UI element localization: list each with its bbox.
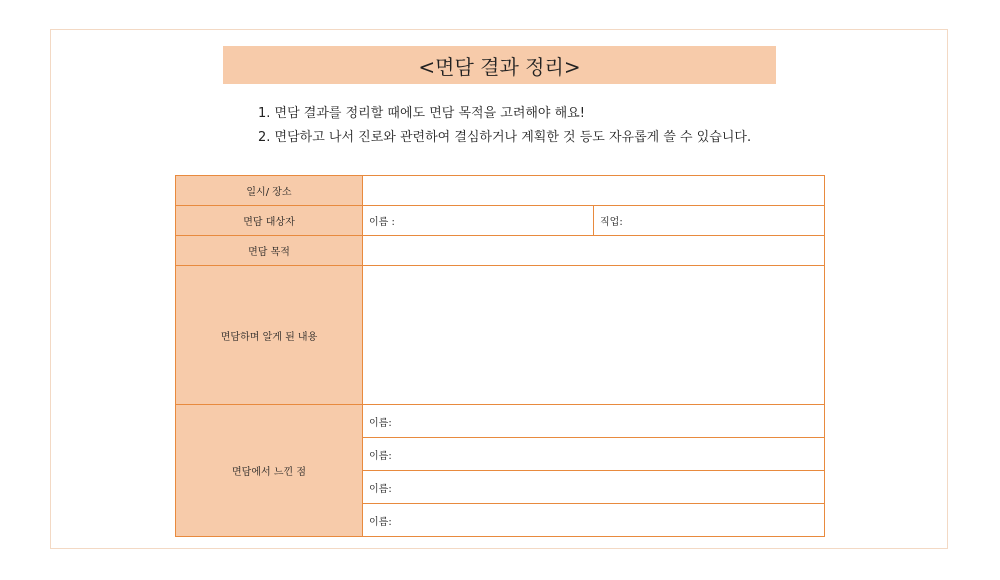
row-interviewee xyxy=(176,206,825,236)
learned-label: 면담하며 알게 된 내용 xyxy=(176,266,363,405)
row-impression xyxy=(176,405,825,438)
row-learned xyxy=(176,266,825,405)
interview-form-table xyxy=(175,175,825,537)
date-place-field[interactable] xyxy=(363,176,825,206)
interviewee-name-field[interactable]: 이름 : xyxy=(363,206,594,236)
row-purpose xyxy=(176,236,825,266)
instruction-item: 1. 면담 결과를 정리할 때에도 면담 목적을 고려해야 해요! xyxy=(258,106,585,121)
purpose-field[interactable] xyxy=(363,236,825,266)
impression-name-field[interactable]: 이름: xyxy=(363,471,825,504)
interviewee-job-field[interactable]: 직업: xyxy=(594,206,825,236)
impression-name-field[interactable]: 이름: xyxy=(363,438,825,471)
interviewee-label: 면담 대상자 xyxy=(176,206,363,236)
date-place-label: 일시/ 장소 xyxy=(176,176,363,206)
learned-field[interactable] xyxy=(363,266,825,405)
page-title: <면담 결과 정리> xyxy=(223,46,776,84)
instruction-list xyxy=(258,103,751,151)
impression-name-field[interactable]: 이름: xyxy=(363,504,825,537)
impression-name-field[interactable]: 이름: xyxy=(363,405,825,438)
impressions-label: 면담에서 느낀 점 xyxy=(176,405,363,537)
purpose-label: 면담 목적 xyxy=(176,236,363,266)
row-date-place xyxy=(176,176,825,206)
instruction-item: 2. 면담하고 나서 진로와 관련하여 결심하거나 계획한 것 등도 자유롭게 쓸 수 있습니다. xyxy=(258,130,752,145)
